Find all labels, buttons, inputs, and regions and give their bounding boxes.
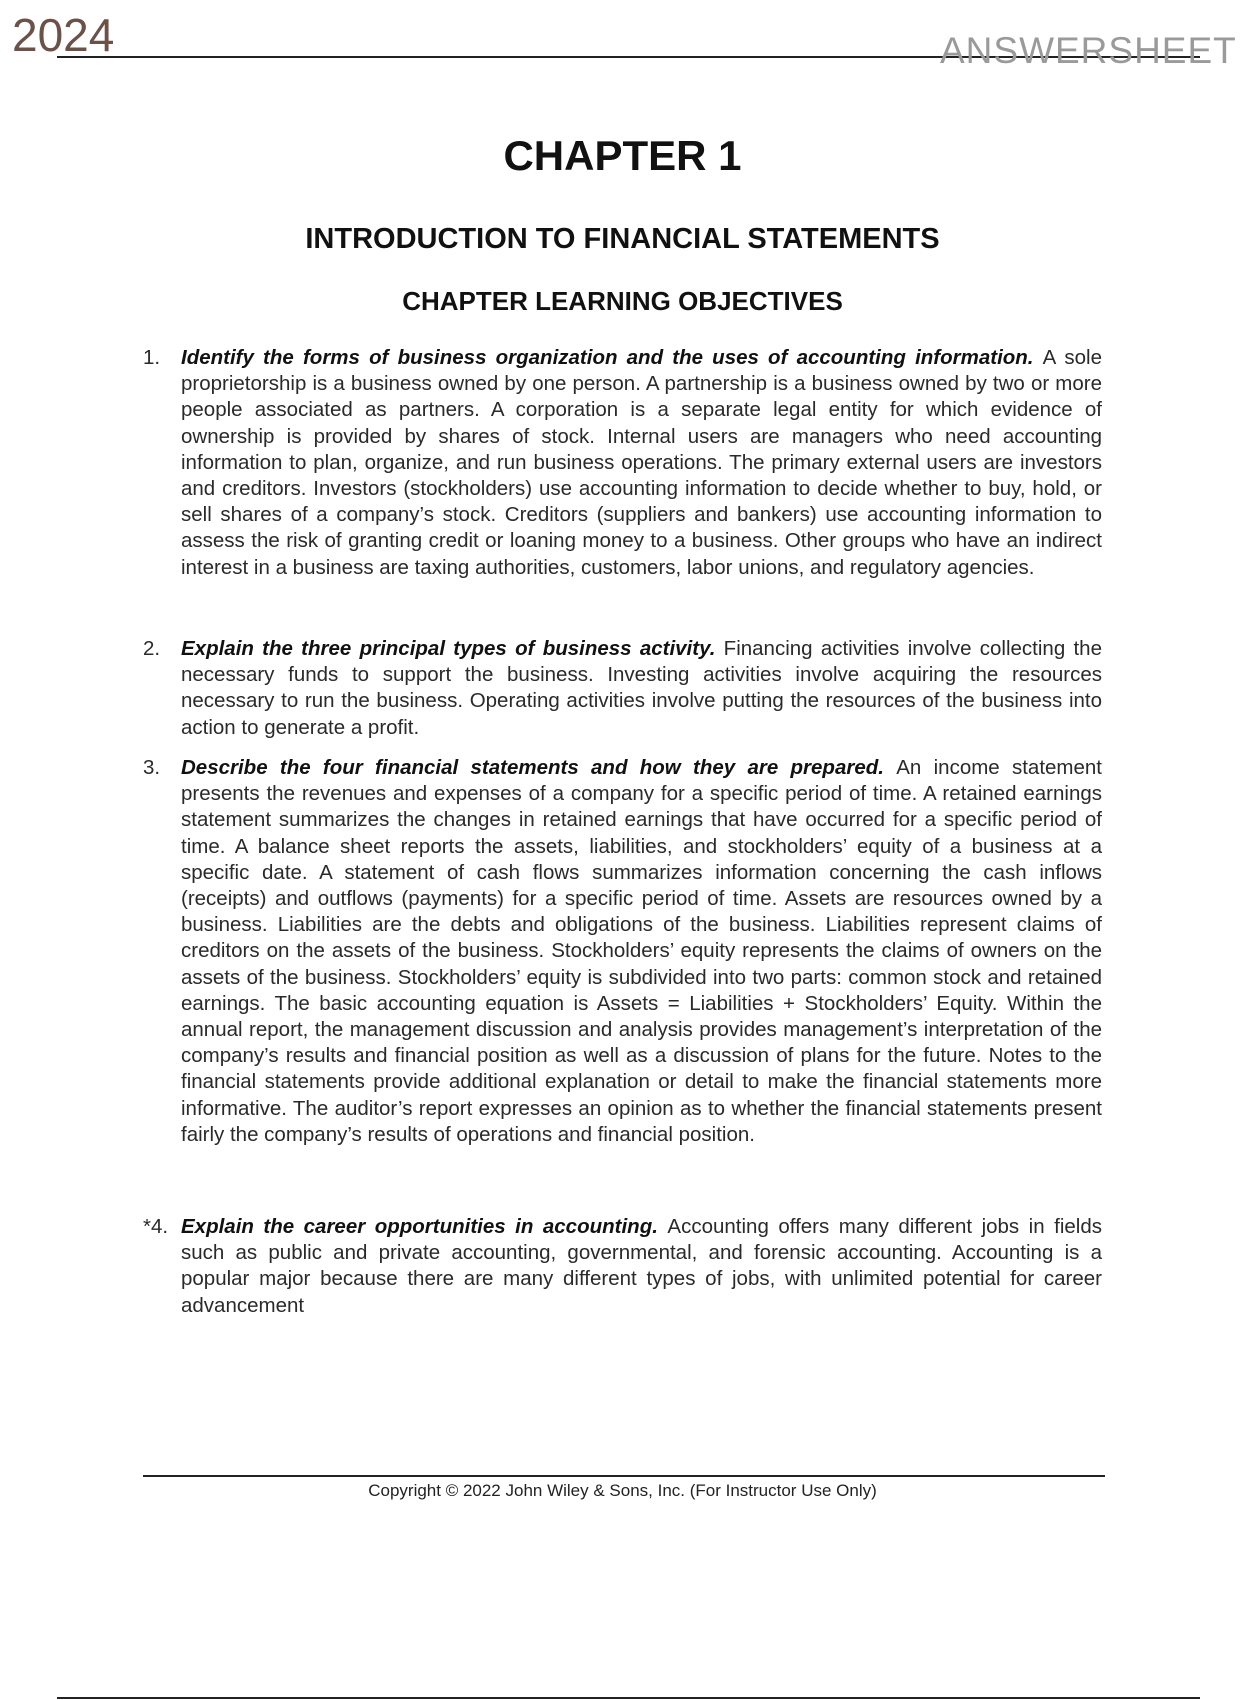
objective-number: 2. [143, 637, 161, 660]
objective-3 [143, 755, 1102, 1148]
page-bottom-rule [57, 1697, 1200, 1699]
objective-number: 3. [143, 756, 161, 779]
objective-4 [143, 1214, 1102, 1319]
objective-body: An income statement presents the revenues and expenses of a company for a specific period of time. A retained earnings statement summarizes the changes in retained earnings that have occurred for a specific period of time. A balance sheet reports the assets, liabilities, and stockholders’ equity of a business at a specific date. A statement of cash flows summarizes information concerning the cash inflows (receipts) and outflows (payments) for a specific period of time. Assets are resources owned by a business. Liabilities are the debts and obligations of the business. Liabilities represent claims of creditors on the assets of the business. Stockholders’ equity represents the claims of owners on the assets of the business. Stockholders’ equity is subdivided into two parts: common stock and retained earnings. The basic accounting equation is Assets = Liabilities + Stockholders’ Equity. Within the annual report, the management discussion and analysis provides management’s interpretation of the company’s results and financial position as well as a discussion of plans for the future. Notes to the financial statements provide additional explanation or detail to make the financial statements more informative. The auditor’s report expresses an opinion as to whether the financial statements present fairly the company’s results of operations and financial position. [181, 756, 1102, 1146]
objective-heading: Explain the three principal types of business activity. [181, 637, 724, 660]
objective-heading: Explain the career opportunities in accounting. [181, 1215, 668, 1238]
objective-heading: Identify the forms of business organization and the uses of accounting information. [181, 346, 1043, 369]
objective-body: A sole proprietorship is a business owned by one person. A partnership is a business owned by two or more people associated as partners. A corporation is a separate legal entity for which evidence of ownership is provided by shares of stock. Internal users are managers who need accounting information to plan, organize, and run business operations. The primary external users are investors and creditors. Investors (stockholders) use accounting information to decide whether to buy, hold, or sell shares of a company’s stock. Creditors (suppliers and bankers) use accounting information to assess the risk of granting credit or loaning money to a business. Other groups who have an indirect interest in a business are taxing authorities, customers, labor unions, and regulatory agencies. [181, 346, 1102, 579]
header-year: 2024 [12, 9, 115, 61]
objective-body: Accounting offers many different jobs in fields such as public and private accounting, governmental, and forensic accounting. Accounting is a popular major because there are many different types of jobs, with unlimited potential for career advancement [181, 1215, 1102, 1317]
objective-1 [143, 345, 1102, 581]
chapter-title: INTRODUCTION TO FINANCIAL STATEMENTS [305, 223, 940, 255]
watermark: ANSWERSHEET [940, 30, 1237, 71]
objective-heading: Describe the four financial statements and how they are prepared. [181, 756, 897, 779]
objective-number: 1. [143, 346, 161, 369]
objective-number: *4. [143, 1215, 169, 1238]
chapter-number: CHAPTER 1 [503, 132, 742, 179]
objective-2 [143, 636, 1102, 741]
copyright-notice: Copyright © 2022 John Wiley & Sons, Inc. (For Instructor Use Only) [368, 1481, 877, 1500]
objectives-heading: CHAPTER LEARNING OBJECTIVES [402, 286, 843, 316]
objective-body: Financing activities involve collecting the necessary funds to support the business. Investing activities involve acquiring the resources necessary to run the business. Operating activities involve putting the resources of the business into action to generate a profit. [181, 637, 1102, 739]
footer-rule [143, 1475, 1105, 1477]
